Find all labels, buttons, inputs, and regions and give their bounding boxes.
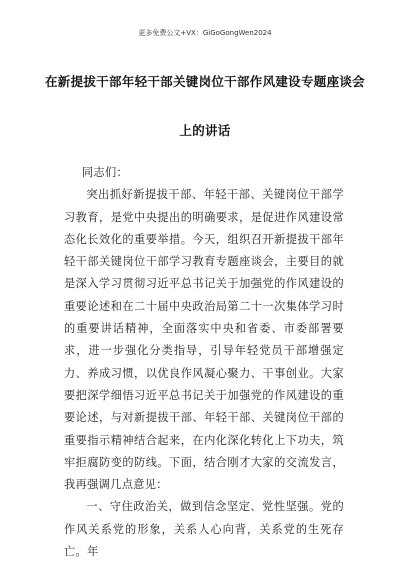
paragraph: 一、守住政治关，做到信念坚定、党性坚强。党的作风关系党的形象，关系人心向背，关系党的生死存亡。年 [64,500,344,559]
document-title-continued: 上的讲话 [179,123,231,138]
document-body [64,162,344,563]
paragraph: 突出抓好新提拔干部、年轻干部、关键岗位干部学习教育，是党中央提出的明确要求，是促进作风建设常态化长效化的重要举措。今天，组织召开新提拔干部年轻干部关键岗位干部学习教育专题座谈会，主要目的就是深入学习贯彻习近平总书记关于加强党的作风建设的重要论述和在二十届中央政治局第二十一次集体学习时的重要讲话精神，全面落实中央和省委、市委部署要求，进一步强化分类指导，引导年轻党员干部增强定力、养成习惯，以优良作风凝心聚力、干事创业。大家要把深学细悟习近平总书记关于加强党的作风建设的重要论述，与对新提拔干部、年轻干部、关键岗位干部的重要指示精神结合起来，在内化深化转化上下功夫，筑牢拒腐防变的防线。下面，结合刚才大家的交流发言，我再强调几点意见： [64,188,344,492]
header-note: 更多免费公文+VX：GiGoGongWen2024 [138,29,272,37]
greeting: 同志们： [81,166,129,179]
document-title: 在新提拔干部年轻干部关键岗位干部作风建设专题座谈会 [44,74,365,89]
